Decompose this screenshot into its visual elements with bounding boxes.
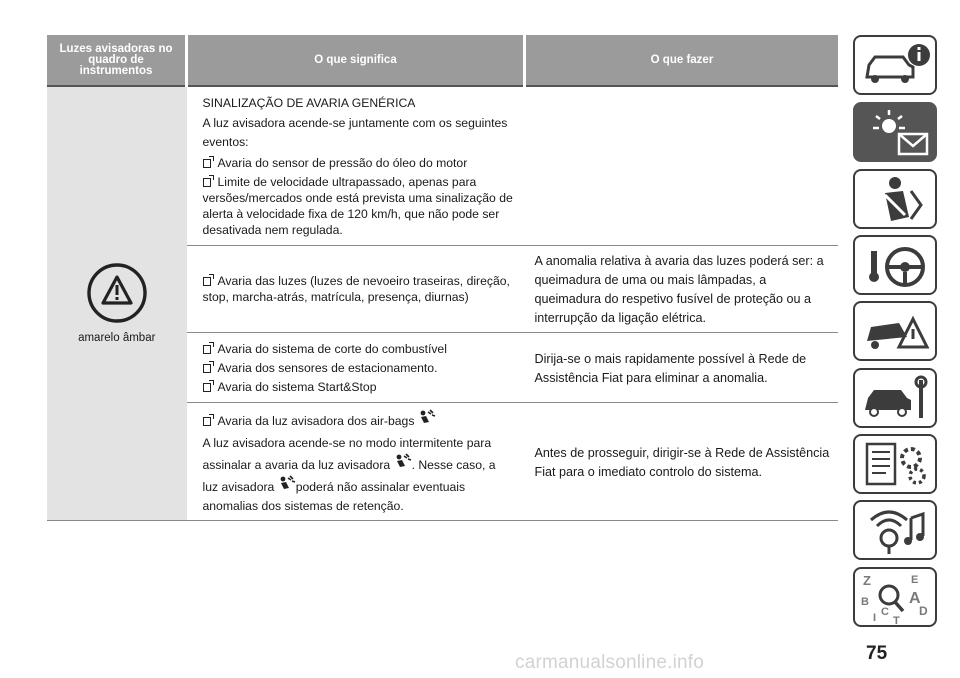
warning-lights-icon bbox=[859, 106, 933, 160]
list-item: Limite de velocidade ultrapassado, apenas para versões/mercados onde está prevista uma sinalização de alerta à velocidade fixa de 120 km/h, que não pode ser desativada nem regulada. bbox=[202, 175, 513, 237]
checkbox-bullet-icon bbox=[203, 178, 211, 187]
safety-seatbelt-icon bbox=[859, 173, 933, 227]
list-item: Avaria das luzes (luzes de nevoeiro traseiras, direção, stop, marcha-atrás, matrícula, presença, diurnas) bbox=[202, 273, 510, 304]
checkbox-bullet-icon bbox=[203, 345, 211, 354]
lamp-color-label: amarelo âmbar bbox=[78, 331, 156, 344]
svg-text:B: B bbox=[861, 596, 869, 608]
table-header-row bbox=[47, 35, 838, 86]
airbag-icon bbox=[394, 453, 412, 471]
list-item: Avaria do sensor de pressão do óleo do motor bbox=[203, 155, 515, 171]
meaning-cell-1 bbox=[187, 86, 525, 246]
steering-wheel-key-icon bbox=[859, 239, 933, 293]
svg-text:D: D bbox=[919, 604, 928, 618]
meaning-cell-3 bbox=[187, 333, 525, 403]
car-info-icon bbox=[859, 39, 933, 93]
list-item: Avaria do sistema Start&Stop bbox=[203, 379, 515, 395]
tab-car-info[interactable] bbox=[853, 35, 937, 95]
multimedia-icon bbox=[859, 504, 933, 558]
checkbox-bullet-icon bbox=[203, 159, 211, 168]
row1-intro: A luz avisadora acende-se juntamente com os seguintes eventos: bbox=[202, 116, 508, 149]
svg-text:Z: Z bbox=[863, 573, 871, 588]
warning-lights-table bbox=[47, 35, 838, 521]
header-meaning: O que significa bbox=[187, 35, 525, 86]
tab-starting-driving[interactable] bbox=[853, 235, 937, 295]
tab-emergency[interactable] bbox=[853, 301, 937, 361]
car-maintenance-icon bbox=[859, 372, 933, 426]
checkbox-bullet-icon bbox=[203, 364, 211, 373]
list-item: Avaria da luz avisadora dos air-bags bbox=[203, 409, 515, 431]
lamp-cell bbox=[47, 86, 187, 521]
action-cell-3: Dirija-se o mais rapidamente possível à Rede de Assistência Fiat para eliminar a anomalia. bbox=[525, 333, 839, 403]
svg-text:E: E bbox=[911, 574, 919, 586]
row1-title: SINALIZAÇÃO DE AVARIA GENÉRICA bbox=[202, 96, 416, 110]
meaning-cell-2 bbox=[187, 246, 525, 333]
header-lights: Luzes avisadoras no quadro de instrumentos bbox=[47, 35, 187, 86]
table-row bbox=[47, 86, 838, 246]
tab-maintenance[interactable] bbox=[853, 368, 937, 428]
action-cell-1 bbox=[525, 86, 839, 246]
svg-text:C: C bbox=[881, 606, 889, 618]
header-action: O que fazer bbox=[525, 35, 839, 86]
tab-technical-data[interactable] bbox=[853, 434, 937, 494]
tab-index[interactable] bbox=[853, 567, 937, 627]
tab-safety[interactable] bbox=[853, 169, 937, 229]
airbag-icon bbox=[278, 475, 296, 493]
svg-text:T: T bbox=[893, 615, 900, 625]
alphabetical-index-icon bbox=[859, 571, 933, 625]
action-cell-4: Antes de prosseguir, dirigir-se à Rede de Assistência Fiat para o imediato controlo do sistema. bbox=[525, 403, 839, 521]
list-item: Avaria do sistema de corte do combustível bbox=[203, 341, 515, 357]
svg-text:I: I bbox=[873, 612, 877, 624]
tab-warning-lights[interactable] bbox=[853, 102, 937, 162]
page-number: 75 bbox=[866, 643, 888, 664]
svg-text:A: A bbox=[909, 590, 921, 607]
meaning-cell-4 bbox=[187, 403, 525, 521]
row4-description: A luz avisadora acende-se no modo intermitente para assinalar a avaria da luz avisadora . Nesse caso, a luz avisadora poderá não assinalar eventuais anomalias dos sistemas de retenção. bbox=[202, 436, 496, 513]
watermark: carmanualsonline.info bbox=[515, 652, 705, 673]
action-cell-2: A anomalia relativa à avaria das luzes poderá ser: a queimadura de uma ou mais lâmpadas, a queimadura do respetivo fusível de proteção ou a interrupção da ligação elétrica. bbox=[525, 246, 839, 333]
technical-data-icon bbox=[859, 438, 933, 492]
checkbox-bullet-icon bbox=[203, 417, 211, 426]
warning-triangle-icon bbox=[86, 262, 148, 324]
checkbox-bullet-icon bbox=[203, 383, 211, 392]
list-item: Avaria dos sensores de estacionamento. bbox=[203, 360, 515, 376]
checkbox-bullet-icon bbox=[203, 277, 211, 286]
airbag-icon bbox=[418, 409, 436, 427]
tab-multimedia[interactable] bbox=[853, 500, 937, 560]
emergency-icon bbox=[859, 305, 933, 359]
